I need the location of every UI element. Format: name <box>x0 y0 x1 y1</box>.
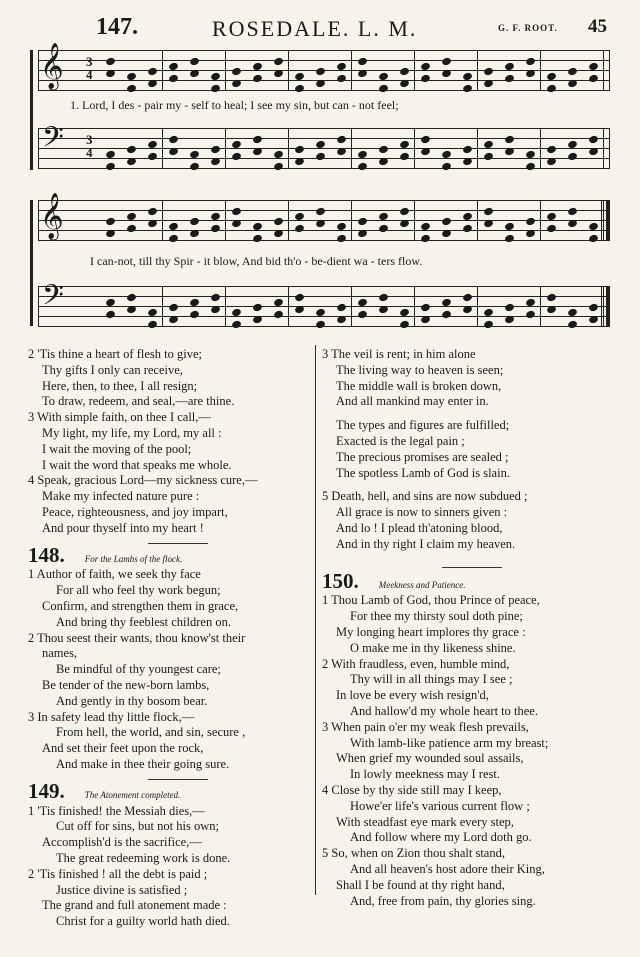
verse-line: Be mindful of thy youngest care; <box>56 662 221 677</box>
notehead <box>336 135 347 145</box>
bar-line <box>603 128 604 168</box>
verse-line: Thy gifts I only can receive, <box>42 362 183 377</box>
verse-line: 2 Thou seest their wants, thou know'st their <box>28 630 246 645</box>
notehead <box>546 145 557 155</box>
notehead <box>126 224 137 234</box>
lyrics-line-1: 1. Lord, I des - pair my - self to heal; I see my sin, but can - not feel; <box>70 98 399 112</box>
notehead <box>504 74 515 84</box>
composer: G. F. ROOT. <box>498 23 558 33</box>
notehead <box>420 74 431 84</box>
verse-line: And gently in thy bosom bear. <box>56 693 208 708</box>
notehead <box>525 69 536 79</box>
notehead <box>147 79 158 89</box>
notehead <box>567 67 578 77</box>
verse-line: Here, then, to thee, I all resign; <box>42 378 198 393</box>
notehead <box>231 79 242 89</box>
verse-line: All grace is now to sinners given : <box>336 505 508 520</box>
verse-line: And in thy right I claim my heaven. <box>336 536 516 551</box>
hymn-148-header <box>28 542 313 568</box>
verse-line: 1 Thou Lamb of God, thou Prince of peace, <box>322 593 540 608</box>
notehead <box>315 320 326 330</box>
verse-line: And bring thy feeblest children on. <box>56 614 231 629</box>
verse-line: With steadfast eye mark every step, <box>336 814 514 829</box>
verse-line: The middle wall is broken down, <box>336 378 502 393</box>
bar-line <box>288 128 289 168</box>
verse-line: The precious promises are sealed ; <box>336 449 509 464</box>
notehead <box>231 219 242 229</box>
verse-line: Confirm, and strengthen them in grace, <box>42 598 239 613</box>
notehead <box>294 157 305 167</box>
notehead <box>588 234 599 244</box>
notehead <box>147 207 158 217</box>
hymn-149-title: The Atonement completed. <box>84 789 181 800</box>
notehead <box>399 219 410 229</box>
verse-line: For all who feel thy work begun; <box>56 583 221 598</box>
tune-title: ROSEDALE. L. M. <box>212 16 418 41</box>
bar-line <box>351 128 352 168</box>
notehead <box>315 67 326 77</box>
notehead <box>252 74 263 84</box>
notehead <box>189 162 200 172</box>
notehead <box>357 69 368 79</box>
notehead <box>420 315 431 325</box>
verse-line: Shall I be found at thy right hand, <box>336 877 505 892</box>
bar-line <box>477 50 478 90</box>
verse-line: And all heaven's host adore their King, <box>350 861 545 876</box>
notehead <box>357 229 368 239</box>
verse-line: I wait the word that speaks me whole. <box>42 457 232 472</box>
bar-line <box>162 128 163 168</box>
notehead <box>441 310 452 320</box>
bass-staff-2 <box>38 281 610 326</box>
notehead <box>336 234 347 244</box>
verse-line: The living way to heaven is seen; <box>336 362 504 377</box>
notehead <box>399 152 410 162</box>
left-column <box>28 347 313 930</box>
notehead <box>252 234 263 244</box>
verse-line: Cut off for sins, but not his own; <box>56 819 219 834</box>
notehead <box>420 147 431 157</box>
notehead <box>567 79 578 89</box>
verse-line: Howe'er life's various current flow ; <box>350 798 530 813</box>
hymn-150-verses <box>322 593 622 909</box>
bar-line <box>288 50 289 90</box>
verse-line: And, free from pain, thy glories sing. <box>350 893 536 908</box>
verse-line: Justice divine is satisfied ; <box>56 882 188 897</box>
verse-line: To draw, redeem, and seal,—are thine. <box>42 394 235 409</box>
notehead <box>588 147 599 157</box>
verse-line: And hallow'd my whole heart to thee. <box>350 703 538 718</box>
bar-line <box>351 200 352 240</box>
verse-line: 2 'Tis finished ! all the debt is paid ; <box>28 866 208 881</box>
notehead <box>210 157 221 167</box>
notehead <box>546 305 557 315</box>
notehead <box>567 207 578 217</box>
hymn-149-verses-cont <box>322 347 622 553</box>
notehead <box>273 162 284 172</box>
notehead <box>294 293 305 303</box>
verse-line: O make me in thy likeness shine. <box>350 640 516 655</box>
notehead <box>462 157 473 167</box>
notehead <box>441 229 452 239</box>
verse-line: Exacted is the legal pain ; <box>336 433 465 448</box>
bass-clef-icon: 𝄢 <box>42 281 64 318</box>
verse-line: For thee my thirsty soul doth pine; <box>350 609 523 624</box>
notehead <box>231 67 242 77</box>
notehead <box>105 162 116 172</box>
bar-line <box>225 50 226 90</box>
notehead <box>441 217 452 227</box>
notehead <box>294 84 305 94</box>
verse-line: Accomplish'd is the sacrifice,— <box>42 835 202 850</box>
bar-line <box>162 286 163 326</box>
notehead <box>399 207 410 217</box>
verse-line: 1 'Tis finished! the Messiah dies,— <box>28 803 205 818</box>
notehead <box>462 305 473 315</box>
verse-line <box>322 481 622 489</box>
notehead <box>294 224 305 234</box>
notehead <box>273 229 284 239</box>
verse-line: And lo ! I plead th'atoning blood, <box>336 520 503 535</box>
notehead <box>126 157 137 167</box>
verse-line: 3 With simple faith, on thee I call,— <box>28 410 211 425</box>
bar-line <box>540 50 541 90</box>
verse-line: Be tender of the new-born lambs, <box>42 677 210 692</box>
notehead <box>504 303 515 313</box>
bar-line <box>414 128 415 168</box>
bar-line <box>162 200 163 240</box>
notehead <box>357 310 368 320</box>
verse-line: 1 Author of faith, we seek thy face <box>28 567 201 582</box>
hymn-number: 147. <box>96 14 138 40</box>
notehead <box>483 219 494 229</box>
notehead <box>546 157 557 167</box>
notehead <box>210 305 221 315</box>
notehead <box>588 74 599 84</box>
notehead <box>168 234 179 244</box>
bar-line <box>540 286 541 326</box>
notehead <box>147 152 158 162</box>
bar-line <box>414 286 415 326</box>
right-column <box>322 347 622 909</box>
notehead <box>336 147 347 157</box>
notehead <box>273 57 284 67</box>
notehead <box>525 229 536 239</box>
notehead <box>483 320 494 330</box>
bar-line <box>414 50 415 90</box>
bar-line <box>351 50 352 90</box>
bar-line <box>540 200 541 240</box>
hymn-148-verses <box>28 567 313 772</box>
treble-clef-icon: 𝄞 <box>40 43 64 88</box>
notehead <box>504 147 515 157</box>
verse-line: 4 Speak, gracious Lord—my sickness cure,— <box>28 473 258 488</box>
verse-line: 2 'Tis thine a heart of flesh to give; <box>28 347 202 361</box>
notehead <box>483 207 494 217</box>
notehead <box>567 320 578 330</box>
verse-line: 3 When pain o'er my weak flesh prevails, <box>322 719 529 734</box>
notehead <box>378 157 389 167</box>
notehead <box>546 84 557 94</box>
verse-line <box>322 410 622 418</box>
notehead <box>441 69 452 79</box>
notehead <box>189 217 200 227</box>
verse-line: And pour thyself into my heart ! <box>42 520 204 535</box>
verse-line: And all mankind may enter in. <box>336 394 489 409</box>
verse-line: 5 Death, hell, and sins are now subdued ; <box>322 489 528 504</box>
lyrics-line-2: I can-not, till thy Spir - it blow, And bid th'o - be-dient wa - ters flow. <box>90 254 423 268</box>
notehead <box>567 219 578 229</box>
notehead <box>126 145 137 155</box>
notehead <box>462 293 473 303</box>
bar-line <box>603 286 604 326</box>
notehead <box>294 305 305 315</box>
notehead <box>273 310 284 320</box>
notehead <box>588 315 599 325</box>
verse-line: The types and figures are fulfilled; <box>336 418 510 433</box>
treble-staff-2 <box>38 193 610 240</box>
notehead <box>378 84 389 94</box>
verse-line: 2 With fraudless, even, humble mind, <box>322 656 510 671</box>
bar-line <box>288 286 289 326</box>
notehead <box>483 67 494 77</box>
notehead <box>504 135 515 145</box>
notehead <box>231 320 242 330</box>
verse-line: From hell, the world, and sin, secure , <box>56 725 246 740</box>
bar-line <box>603 50 604 90</box>
notehead <box>399 320 410 330</box>
music-system-1 <box>30 44 610 174</box>
hymn-150-header <box>322 568 622 594</box>
notehead <box>126 84 137 94</box>
bar-line <box>351 286 352 326</box>
notehead <box>546 293 557 303</box>
bar-line <box>603 200 604 240</box>
bar-line <box>540 128 541 168</box>
verse-line: I wait the moving of the pool; <box>42 441 192 456</box>
notehead <box>126 293 137 303</box>
verse-line: Peace, righteousness, and joy impart, <box>42 504 228 519</box>
notehead <box>210 293 221 303</box>
hymn-147-verses <box>28 347 313 537</box>
bar-line <box>225 200 226 240</box>
notehead <box>336 74 347 84</box>
bar-line <box>414 200 415 240</box>
notehead <box>483 152 494 162</box>
notehead <box>462 84 473 94</box>
verse-line: And set their feet upon the rock, <box>42 741 204 756</box>
notehead <box>315 219 326 229</box>
bar-line <box>162 50 163 90</box>
verse-line: In lowly meekness may I rest. <box>350 767 500 782</box>
verse-line: In love be every wish resign'd, <box>336 688 489 703</box>
notehead <box>147 320 158 330</box>
hymn-150-number: 150. <box>322 568 359 593</box>
verse-line: And make in thee their going sure. <box>56 756 230 771</box>
notehead <box>168 147 179 157</box>
verse-line: Thy will in all things may I see ; <box>350 672 513 687</box>
bar-line <box>288 200 289 240</box>
notehead <box>273 69 284 79</box>
notehead <box>105 310 116 320</box>
notehead <box>525 57 536 67</box>
bar-line <box>225 128 226 168</box>
verse-line: 5 So, when on Zion thou shalt stand, <box>322 846 505 861</box>
bass-staff-1: 𝄢 3 4 <box>38 128 610 168</box>
verse-line: The great redeeming work is done. <box>56 850 231 865</box>
notehead <box>315 79 326 89</box>
notehead <box>252 303 263 313</box>
page-number: 45 <box>588 16 607 37</box>
notehead <box>462 224 473 234</box>
notehead <box>336 303 347 313</box>
notehead <box>168 315 179 325</box>
verse-line: Make my infected nature pure : <box>42 489 200 504</box>
notehead <box>189 310 200 320</box>
bar-line <box>477 128 478 168</box>
notehead <box>525 162 536 172</box>
notehead <box>168 303 179 313</box>
notehead <box>420 303 431 313</box>
hymn-149-verses <box>28 804 313 930</box>
verse-line: When grief my wounded soul assails, <box>336 751 524 766</box>
notehead <box>105 229 116 239</box>
notehead <box>378 305 389 315</box>
notehead <box>399 67 410 77</box>
verse-line: Christ for a guilty world hath died. <box>56 914 230 929</box>
notehead <box>147 219 158 229</box>
notehead <box>546 224 557 234</box>
verse-line: 3 In safety lead thy little flock,— <box>28 709 195 724</box>
notehead <box>168 74 179 84</box>
notehead <box>378 145 389 155</box>
notehead <box>315 152 326 162</box>
notehead <box>357 162 368 172</box>
notehead <box>210 84 221 94</box>
treble-staff-1: 𝄞 3 4 <box>38 50 610 90</box>
verse-line: names, <box>42 646 78 661</box>
notehead <box>399 79 410 89</box>
column-divider <box>315 345 316 895</box>
notehead <box>231 207 242 217</box>
notehead <box>294 145 305 155</box>
notehead <box>252 135 263 145</box>
notehead <box>420 135 431 145</box>
treble-clef-icon: 𝄞 <box>40 193 64 238</box>
page-header <box>0 14 640 40</box>
hymn-148-number: 148. <box>28 542 65 567</box>
hymn-149-number: 149. <box>28 778 65 803</box>
notehead <box>588 135 599 145</box>
notehead <box>378 224 389 234</box>
notehead <box>504 234 515 244</box>
notehead <box>441 57 452 67</box>
notehead <box>315 207 326 217</box>
notehead <box>252 147 263 157</box>
notehead <box>147 67 158 77</box>
notehead <box>231 152 242 162</box>
notehead <box>168 135 179 145</box>
notehead <box>210 224 221 234</box>
notehead <box>441 162 452 172</box>
bar-line <box>477 200 478 240</box>
bass-clef-icon: 𝄢 <box>42 123 64 160</box>
verse-line: 4 Close by thy side still may I keep, <box>322 782 502 797</box>
hymn-149-header <box>28 778 313 804</box>
notehead <box>105 69 116 79</box>
verse-line: And follow where my Lord doth go. <box>350 830 532 845</box>
notehead <box>357 57 368 67</box>
notehead <box>420 234 431 244</box>
notehead <box>189 57 200 67</box>
bar-line <box>477 286 478 326</box>
verse-line: The grand and full atonement made : <box>42 898 227 913</box>
notehead <box>483 79 494 89</box>
verse-line: 3 The veil is rent; in him alone <box>322 347 476 361</box>
notehead <box>336 315 347 325</box>
notehead <box>462 145 473 155</box>
verse-line: My longing heart implores thy grace : <box>336 624 526 639</box>
notehead <box>525 310 536 320</box>
bar-line <box>225 286 226 326</box>
notehead <box>567 152 578 162</box>
notehead <box>189 229 200 239</box>
notehead <box>525 217 536 227</box>
verse-line: My light, my life, my Lord, my all : <box>42 425 222 440</box>
notehead <box>588 303 599 313</box>
notehead <box>105 217 116 227</box>
notehead <box>504 315 515 325</box>
notehead <box>378 293 389 303</box>
notehead <box>189 69 200 79</box>
notehead <box>273 217 284 227</box>
hymn-148-title: For the Lambs of the flock. <box>84 553 183 564</box>
hymn-150-title: Meekness and Patience. <box>378 579 466 590</box>
verse-line: The spotless Lamb of God is slain. <box>336 465 510 480</box>
verse-line: With lamb-like patience arm my breast; <box>350 735 549 750</box>
music-system-2 <box>30 193 610 336</box>
notehead <box>126 305 137 315</box>
notehead <box>210 145 221 155</box>
notehead <box>357 217 368 227</box>
notehead <box>252 315 263 325</box>
notehead <box>105 57 116 67</box>
